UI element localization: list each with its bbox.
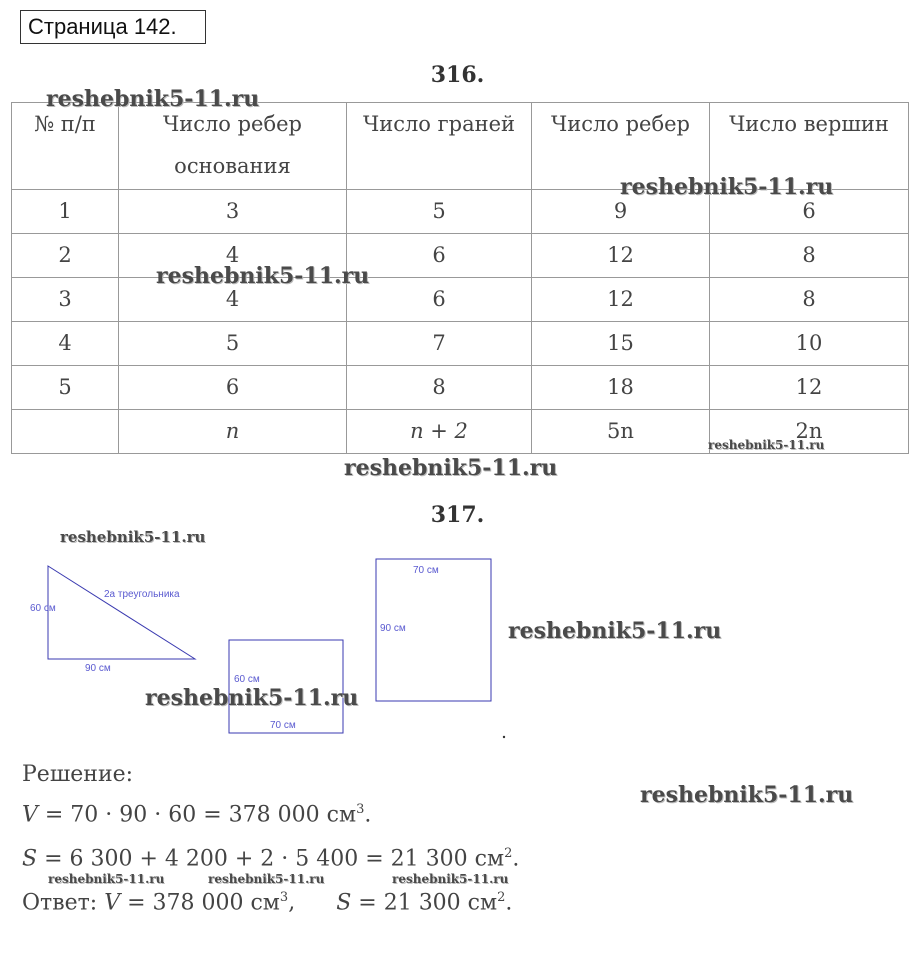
- solution-label: Решение:: [22, 762, 134, 787]
- table-cell: [12, 410, 119, 454]
- stray-dot: [503, 736, 505, 738]
- table-cell: 6: [119, 366, 347, 410]
- table-row: [12, 278, 909, 322]
- table-cell: 4: [12, 322, 119, 366]
- watermark: reshebnik5-11.ru: [48, 872, 165, 886]
- answer-area-symbol: S: [336, 890, 352, 916]
- table-cell: 2: [12, 234, 119, 278]
- answer-volume-symbol: V: [104, 890, 121, 916]
- table-cell: 5: [12, 366, 119, 410]
- problem-316-title: 316.: [430, 62, 485, 88]
- table-cell: 15: [532, 322, 710, 366]
- answer-line: Ответ: V = 378 000 $см^3$, S = 21 300 $см^2$.: [22, 890, 513, 916]
- table-cell: 18: [532, 366, 710, 410]
- watermark: reshebnik5-11.ru: [392, 872, 509, 886]
- table-cell-formula: 5n: [532, 410, 710, 454]
- watermark: reshebnik5-11.ru: [620, 174, 834, 200]
- table-header-edges: Число ребер: [532, 103, 710, 190]
- area-exponent: 2: [504, 846, 513, 861]
- table-header-number: № п/п: [12, 103, 119, 190]
- problem-317-title: 317.: [430, 502, 485, 528]
- answer-volume-value: = 378 000 см: [120, 890, 280, 916]
- large-rect-side-label: 90 см: [380, 623, 406, 634]
- table-cell: 1: [12, 190, 119, 234]
- volume-expression: = 70 · 90 · 60 = 378 000 см: [37, 802, 357, 828]
- table-cell: 5: [119, 322, 347, 366]
- table-cell-formula: 2n: [710, 410, 909, 454]
- table-cell: 5: [347, 190, 532, 234]
- table-cell: 4: [119, 278, 347, 322]
- table-header-vertices: Число вершин: [710, 103, 909, 190]
- table-header-base-edges: Число ребер основания: [119, 103, 347, 190]
- volume-formula: [22, 802, 371, 827]
- volume-exponent: 3: [356, 802, 365, 817]
- watermark: reshebnik5-11.ru: [156, 263, 370, 289]
- period: .: [364, 802, 372, 828]
- area-expression: = 6 300 + 4 200 + 2 · 5 400 = 21 300 см: [37, 846, 505, 872]
- small-rect-side-label: 60 см: [234, 674, 260, 685]
- table-row: [12, 234, 909, 278]
- table-cell: 12: [532, 234, 710, 278]
- volume-symbol: V: [22, 802, 38, 828]
- table-cell: 6: [347, 278, 532, 322]
- watermark: reshebnik5-11.ru: [344, 455, 558, 481]
- large-rectangle-figure: [376, 559, 491, 701]
- watermark: reshebnik5-11.ru: [60, 528, 206, 546]
- table-header-faces: Число граней: [347, 103, 532, 190]
- watermark: reshebnik5-11.ru: [208, 872, 325, 886]
- table-cell: 4: [119, 234, 347, 278]
- table-cell: 6: [347, 234, 532, 278]
- table-cell: 6: [710, 190, 909, 234]
- triangle-note-label: 2а треугольника: [104, 589, 180, 600]
- large-rect-top-label: 70 см: [413, 565, 439, 576]
- watermark: reshebnik5-11.ru: [508, 618, 722, 644]
- table-row: [12, 322, 909, 366]
- table-cell: 8: [347, 366, 532, 410]
- answer-area-exponent: 2: [497, 890, 506, 905]
- table-cell: 8: [710, 234, 909, 278]
- table-cell: 3: [119, 190, 347, 234]
- page-number-label: Страница 142.: [20, 10, 206, 44]
- answer-label: Ответ:: [22, 890, 105, 916]
- table-cell: 12: [532, 278, 710, 322]
- watermark: reshebnik5-11.ru: [640, 782, 854, 808]
- answer-area-value: = 21 300 см: [351, 890, 498, 916]
- watermark: reshebnik5-11.ru: [708, 438, 825, 452]
- table-cell: 10: [710, 322, 909, 366]
- answer-volume-exponent: 3: [279, 890, 289, 905]
- table-cell: 8: [710, 278, 909, 322]
- table-cell: 3: [12, 278, 119, 322]
- triangle-leg-vertical-label: 60 см: [30, 603, 56, 614]
- watermark: reshebnik5-11.ru: [46, 86, 260, 112]
- small-rect-bottom-label: 70 см: [270, 720, 296, 731]
- table-row: [12, 366, 909, 410]
- area-symbol: S: [22, 846, 38, 872]
- table-cell: 12: [710, 366, 909, 410]
- triangle-figure: [30, 566, 195, 674]
- problem-316-table: [11, 102, 909, 454]
- period: .: [512, 846, 520, 872]
- area-formula: [22, 846, 519, 871]
- watermark: reshebnik5-11.ru: [145, 685, 359, 711]
- table-cell: 7: [347, 322, 532, 366]
- table-cell: 9: [532, 190, 710, 234]
- table-cell-formula: n: [119, 410, 347, 454]
- problem-317-diagram: [0, 540, 915, 750]
- table-cell-formula: n + 2: [347, 410, 532, 454]
- triangle-leg-horizontal-label: 90 см: [85, 663, 111, 674]
- period: .: [505, 890, 513, 916]
